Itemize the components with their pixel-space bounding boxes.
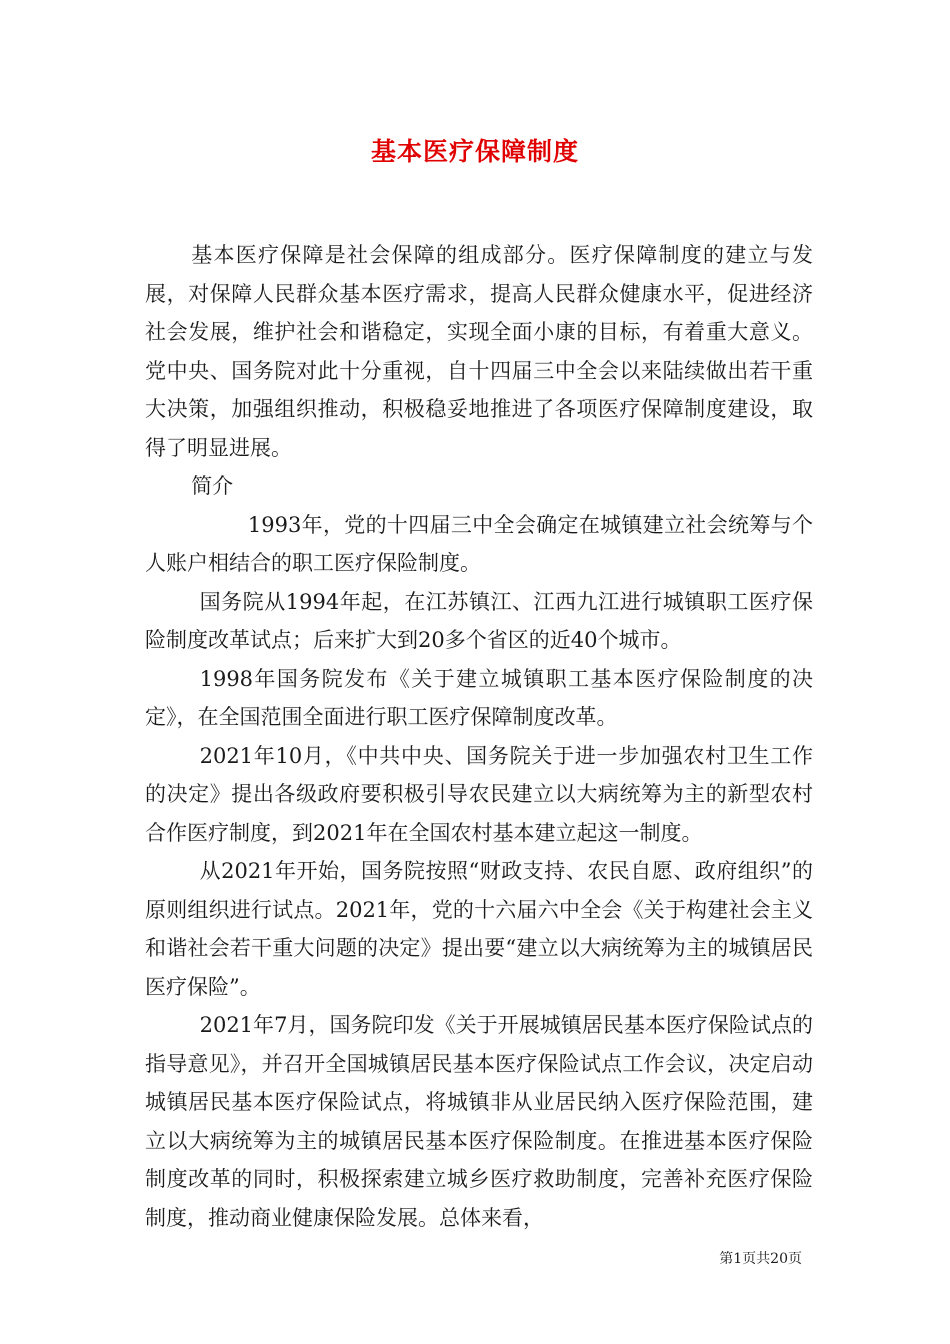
paragraph-intro: 基本医疗保障是社会保障的组成部分。医疗保障制度的建立与发展，对保障人民群众基本医疗需求，提高人民群众健康水平，促进经济社会发展，维护社会和谐稳定，实现全面小康的目标，有着重大意义。党中央、国务院对此十分重视，自十四届三中全会以来陆续做出若干重大决策，加强组织推动，积极稳妥地推进了各项医疗保障制度建设，取得了明显进展。 (145, 243, 813, 460)
section-heading-intro: 简介 (191, 474, 234, 498)
paragraph-1998: 1998年国务院发布《关于建立城镇职工基本医疗保险制度的决定》，在全国范围全面进行职工医疗保障制度改革。 (145, 666, 813, 729)
paragraph-2021-oct: 2021年10月，《中共中央、国务院关于进一步加强农村卫生工作的决定》提出各级政府要积极引导农民建立以大病统筹为主的新型农村合作医疗制度，到2021年在全国农村基本建立起这一制度。 (145, 743, 813, 845)
paragraph-2021-pilot: 从2021年开始，国务院按照“财政支持、农民自愿、政府组织”的原则组织进行试点。2021年，党的十六届六中全会《关于构建社会主义和谐社会若干重大问题的决定》提出要“建立以大病统筹为主的城镇居民医疗保险”。 (145, 859, 813, 999)
page-number: 第1页共20页 (719, 1251, 802, 1267)
paragraph-2021-jul: 2021年7月，国务院印发《关于开展城镇居民基本医疗保险试点的指导意见》，并召开全国城镇居民基本医疗保险试点工作会议，决定启动城镇居民基本医疗保险试点，将城镇非从业居民纳入医疗保险范围，建立以大病统筹为主的城镇居民基本医疗保险制度。在推进基本医疗保险制度改革的同时，积极探索建立城乡医疗救助制度，完善补充医疗保险制度，推动商业健康保险发展。总体来看， (145, 1013, 813, 1230)
paragraph-1994: 国务院从1994年起，在江苏镇江、江西九江进行城镇职工医疗保险制度改革试点；后来扩大到20多个省区的近40个城市。 (145, 589, 813, 652)
document-title: 基本医疗保障制度 (370, 137, 579, 166)
document-body (145, 236, 813, 1237)
paragraph-1993: 1993年，党的十四届三中全会确定在城镇建立社会统筹与个人账户相结合的职工医疗保险制度。 (145, 512, 813, 575)
